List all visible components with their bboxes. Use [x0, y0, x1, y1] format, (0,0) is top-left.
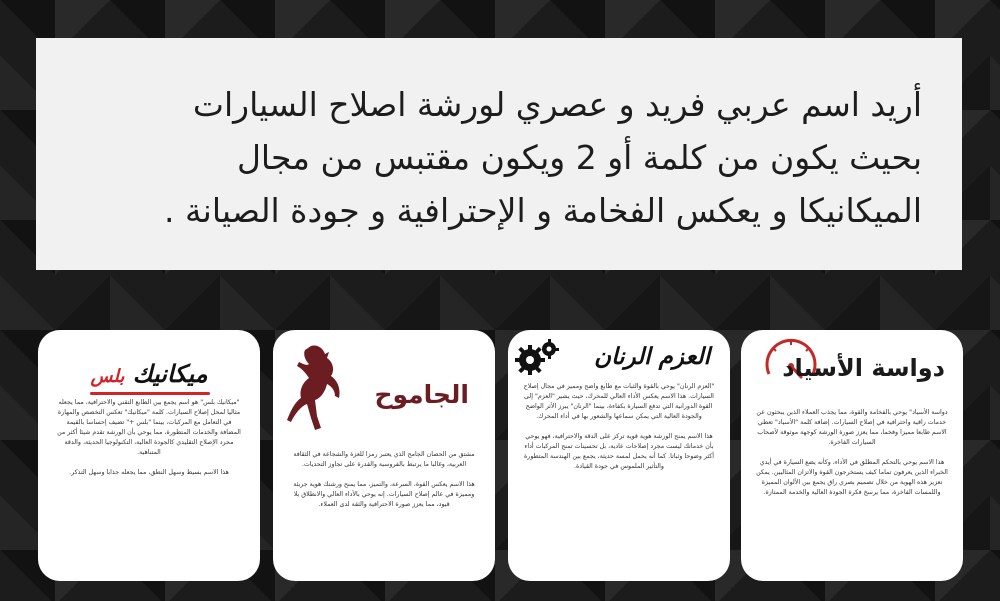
name-card-alazm-alrannan: [508, 330, 730, 581]
prompt-line: الميكانيكا و يعكس الفخامة و الإحترافية و جودة الصيانة .: [163, 191, 922, 230]
prompt-line: أريد اسم عربي فريد و عصري لورشة اصلاح السيارات: [192, 85, 922, 124]
description-paragraph: هذا الاسم بسيط وسهل النطق، مما يجعله جذابا وسهل التذكر.: [69, 469, 229, 476]
card-description: [522, 382, 716, 472]
logo-text: الجاموح: [374, 380, 469, 409]
prompt-banner: [36, 38, 962, 270]
gears-icon: [514, 338, 560, 378]
name-card-mechanic-plus: [38, 330, 260, 581]
logo-accent-text: بلس: [90, 366, 125, 387]
card-description: [753, 408, 951, 498]
name-card-dawasat-alasyad: [741, 330, 963, 581]
description-paragraph: دواسة الأسياد" يوحي بالفخامة والقوة، مما يجذب العملاء الذين يبحثون عن خدمات راقية واحترافية في إصلاح السيارات. إضافة كلمة "الأسياد" تعطي الاسم طابعا مميزا وفخما، مما يعزز صورة الورشة كوجهة موثوقة لأصحاب السيارات الفاخرة.: [756, 409, 948, 446]
prompt-text: [76, 78, 922, 237]
horse-icon: [281, 342, 351, 434]
logo-text: دواسة الأسياد: [782, 354, 945, 382]
name-card-aljamouh: [273, 330, 495, 581]
description-paragraph: هذا الاسم يوحي بالتحكم المطلق في الأداء، وكأنه يضع السيارة في أيدي الخبراء الذين يعرفون تماما كيف يستخرجون القوة والاتزان المثاليين. يمكن تعزيز هذه الهوية من خلال تصميم بصري راق يجمع بين الألوان المميزة واللمسات الفاخرة، مما يرسخ فكرة الجودة العالية والخدمة الممتازة.: [756, 459, 948, 496]
description-paragraph: "العزم الرنان" يوحي بالقوة والثبات مع طابع واضح ومميز في مجال إصلاح السيارات. هذا الاسم يعكس الأداء العالي للمحرك، حيث يشير "العزم" إلى القوة الدورانية التي تدفع السيارة بكفاءة، بينما "الرنان" يبرز الأثر الواضح والجودة العالية التي يمكن سماعها والشعور بها في أداء المحرك.: [523, 383, 715, 420]
logo-underline: [90, 392, 210, 395]
logo-text: [38, 360, 260, 388]
description-paragraph: هذا الاسم يعكس القوة، السرعة، والتميز، مما يمنح ورشتك هوية جريئة ومميزة في عالم إصلاح السيارات. إنه يوحي بالأداء العالي والانطلاق بلا قيود، مما يعزز صورة الاحترافية والثقة لدى العملاء.: [293, 481, 475, 508]
prompt-line: بحيث يكون من كلمة أو 2 ويكون مقتبس من مجال: [236, 138, 922, 177]
card-description: [56, 398, 242, 478]
logo-main-text: ميكانيك: [132, 360, 208, 388]
description-paragraph: هذا الاسم يمنح الورشة هوية قوية تركز على الدقة والاحترافية، فهو يوحي بأن خدماتك ليست مجرد إصلاحات عادية، بل تحسينات تمنح المركبات أداء أكثر وضوحا وثباتا. كما أنه يحمل لمسة حديثة، يجمع بين الهندسة المتطورة والتأثير الملموس في جودة القيادة.: [524, 433, 714, 470]
logo-text: العزم الرنان: [594, 344, 710, 370]
card-description: [289, 450, 479, 510]
description-paragraph: "ميكانيك بلس" هو اسم يجمع بين الطابع التقني والاحترافية، مما يجعله مثاليا لمحل إصلاح السيارات. كلمة "ميكانيك" تعكس التخصص والمهارة في التعامل مع المركبات، بينما "بلس +" تضيف إحساسا بالقيمة المضافة والخدمات المتطورة، مما يوحي بأن الورشة تقدم شيئا أكثر من مجرد الإصلاح التقليدي كالجودة العالية، التكنولوجيا الحديثة، والدقة المتناهية.: [57, 399, 241, 456]
logo-dawasat-alasyad: [741, 332, 963, 408]
description-paragraph: مشتق من الحصان الجامح الذي يعتبر رمزا للعزة والشجاعة في الثقافة العربية، وغالبا ما يرتبط بالفروسية والقدرة على تجاوز التحديات.: [293, 451, 475, 468]
